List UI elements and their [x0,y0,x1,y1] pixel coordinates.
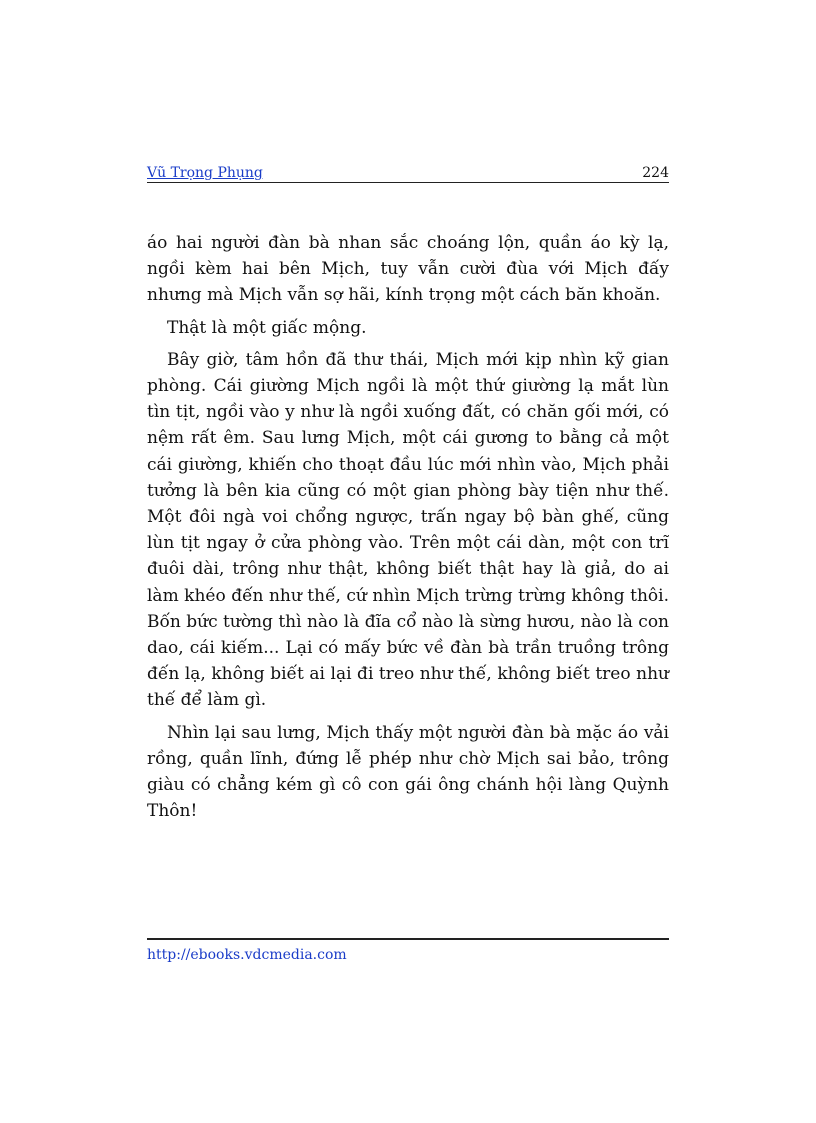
paragraph: Bây giờ, tâm hồn đã thư thái, Mịch mới kịp nhìn kỹ gian phòng. Cái giường Mịch ngồi là một thứ giường lạ mắt lùn tìn tịt, ngồi vào y như là ngồi xuống đất, có chăn gối mới, có nệm rất êm. Sau lưng Mịch, một cái gương to bằng cả một cái giường, khiến cho thoạt đầu lúc mới nhìn vào, Mịch phải tưởng là bên kia cũng có một gian phòng bày tiện như thế. Một đôi ngà voi chổng ngược, trấn ngay bộ bàn ghế, cũng lùn tịt ngay ở cửa phòng vào. Trên một cái dàn, một con trĩ đuôi dài, trông như thật, không biết thật hay là giả, do ai làm khéo đến như thế, cứ nhìn Mịch trừng trừng không thôi. Bốn bức tường thì nào là đĩa cổ nào là sừng hươu, nào là con dao, cái kiếm... Lại có mấy bức về đàn bà trần truồng trông đến lạ, không biết ai lại đi treo như thế, không biết treo như thế để làm gì. [147,349,669,711]
author-link[interactable]: Vũ Trọng Phụng [147,165,263,181]
footer-divider [147,938,669,940]
paragraph: Thật là một giấc mộng. [167,317,367,338]
paragraph-continuation: áo hai người đàn bà nhan sắc choáng lộn, quần áo kỳ lạ, ngồi kèm hai bên Mịch, tuy vẫn cười đùa với Mịch đấy nhưng mà Mịch vẫn sợ hãi, kính trọng một cách băn khoăn. [147,233,669,306]
page-number: 224 [642,165,669,181]
body-text [147,230,669,830]
paragraph: Nhìn lại sau lưng, Mịch thấy một người đàn bà mặc áo vải rồng, quần lĩnh, đứng lễ phép như chờ Mịch sai bảo, trông giàu có chẳng kém gì cô con gái ông chánh hội làng Quỳnh Thôn! [147,722,669,822]
page-header [147,164,669,183]
footer-url-link[interactable]: http://ebooks.vdcmedia.com [147,947,347,963]
